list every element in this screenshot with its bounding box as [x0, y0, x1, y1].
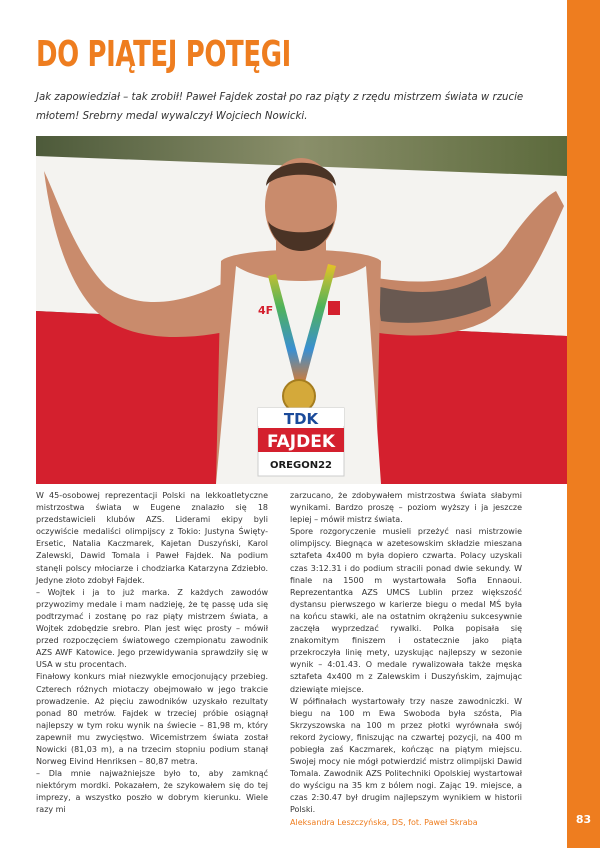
article-lead: Jak zapowiedział – tak zrobił! Paweł Fajdek został po raz piąty z rzędu mistrzem świata w rzucie młotem! Srebrny medal wywalczył Wojciech Nowicki. — [36, 92, 524, 122]
side-accent-bar — [567, 0, 600, 848]
article-title: DO PIĄTEJ POTĘGI — [36, 34, 291, 75]
bib-brand: TDK — [283, 410, 319, 428]
athlete-photo — [36, 136, 567, 484]
eagle-emblem — [328, 301, 340, 315]
article-column-right — [290, 490, 522, 829]
medal — [283, 380, 315, 412]
paragraph: – Wojtek i ja to już marka. Z każdych zawodów przywozimy medale i mam nadzieję, że tę passę uda się podtrzymać i zostanę po raz piąty mistrzem świata, a Wojtek zdobędzie srebro. Plan jest więc prosty – mówił przed rozpoczęciem światowego czempionatu zawodnik AZS AWF Katowice. Jego przewidywania sprawdziły się w USA w stu procentach. — [36, 587, 268, 670]
article-column-left — [36, 490, 268, 817]
paragraph: W 45-osobowej reprezentacji Polski na lekkoatletyczne mistrzostwa świata w Eugene znalazło się 18 przedstawicieli klubów AZS. Liderami ekipy byli oczywiście medaliści olimpijscy z Tokio: Justyna Święty-Ersetic, Natalia Kaczmarek, Kajetan Duszyński, Karol Zalewski, Dawid Tomala i Paweł Fajdek. Na podium stanęli polscy młociarze i chodziarka Katarzyna Zdziebło. Jedyne złoto zdobył Fajdek. — [36, 491, 268, 585]
bib-event: OREGON22 — [269, 460, 333, 471]
page-number: 83 — [575, 813, 592, 826]
author-credit: Aleksandra Leszczyńska, DS, fot. Paweł Skraba — [290, 817, 478, 827]
paragraph: Finałowy konkurs miał niezwykle emocjonujący przebieg. Czterech różnych miotaczy obejmowało w jego trakcie prowadzenie. Aż pięciu zawodników uzyskało rezultaty ponad 80 metrów. Fajdek w trzeciej próbie osiągnął najlepszy w tym roku wynik na świecie – 81,98 m, który zapewnił mu zwycięstwo. Wicemistrzem świata został Nowicki (81,03 m), a na trzecim stopniu podium stanął Norweg Eivind Henriksen – 80,87 metra. — [36, 672, 268, 767]
bib-name: FAJDEK — [266, 432, 336, 452]
paragraph: – Dla mnie najważniejsze było to, aby zamknąć niektórym mordki. Pokazałem, że szykowałem się do tej imprezy, a wszystko poszło w dobrym kierunku. Wiele razy mi — [36, 769, 268, 815]
paragraph: Spore rozgoryczenie musieli przeżyć nasi mistrzowie olimpijscy. Biegnąca w azetesowskim składzie mieszana sztafeta 4x400 m była dopiero czwarta. Polacy uzyskali czas 3:12.31 i do podium stracili ponad dwie sekundy. W finale na 1500 m wystartowała Sofia Ennaoui. Reprezentantka AZS UMCS Lublin przez większość dystansu pierwszego w karierze biegu o medal MŚ była na końcu stawki, ale na ostatnim okrążeniu sukcesywnie zaczęła wyprzedzać rywalki. Polka popisała się znakomitym finiszem i ostatecznie jako piąta przekroczyła linię mety, uzyskując najlepszy w sezonie wynik – 4:01.43. O medale rywalizowała także męska sztafeta 4x400 m z Zalewskim i Duszyńskim, zajmując dziewiąte miejsce. — [290, 527, 522, 694]
paragraph: zarzucano, że zdobywałem mistrzostwa świata słabymi wynikami. Bardzo proszę – poziom wyższy i ja jeszcze lepiej – mówił mistrz świata. — [290, 491, 522, 525]
paragraph: W półfinałach wystartowały trzy nasze zawodniczki. W biegu na 100 m Ewa Swoboda była szósta, Pia Skrzyszowska na 100 m przez płotki wyrównała swój rekord życiowy, finiszując na czwartej pozycji, na 400 m pobiegła zaś Kaczmarek, kończąc na piątym miejscu. Swojej mocy nie mógł potwierdzić mistrz olimpijski Dawid Tomala. Zawodnik AZS Politechniki Opolskiej wystartował do wyścigu na 35 km z bólem nogi. Zając 19. miejsce, a czas 2:30.47 był drugim najlepszym wynikiem w historii Polski. — [290, 696, 522, 815]
shirt-logo: 4F — [258, 304, 274, 317]
